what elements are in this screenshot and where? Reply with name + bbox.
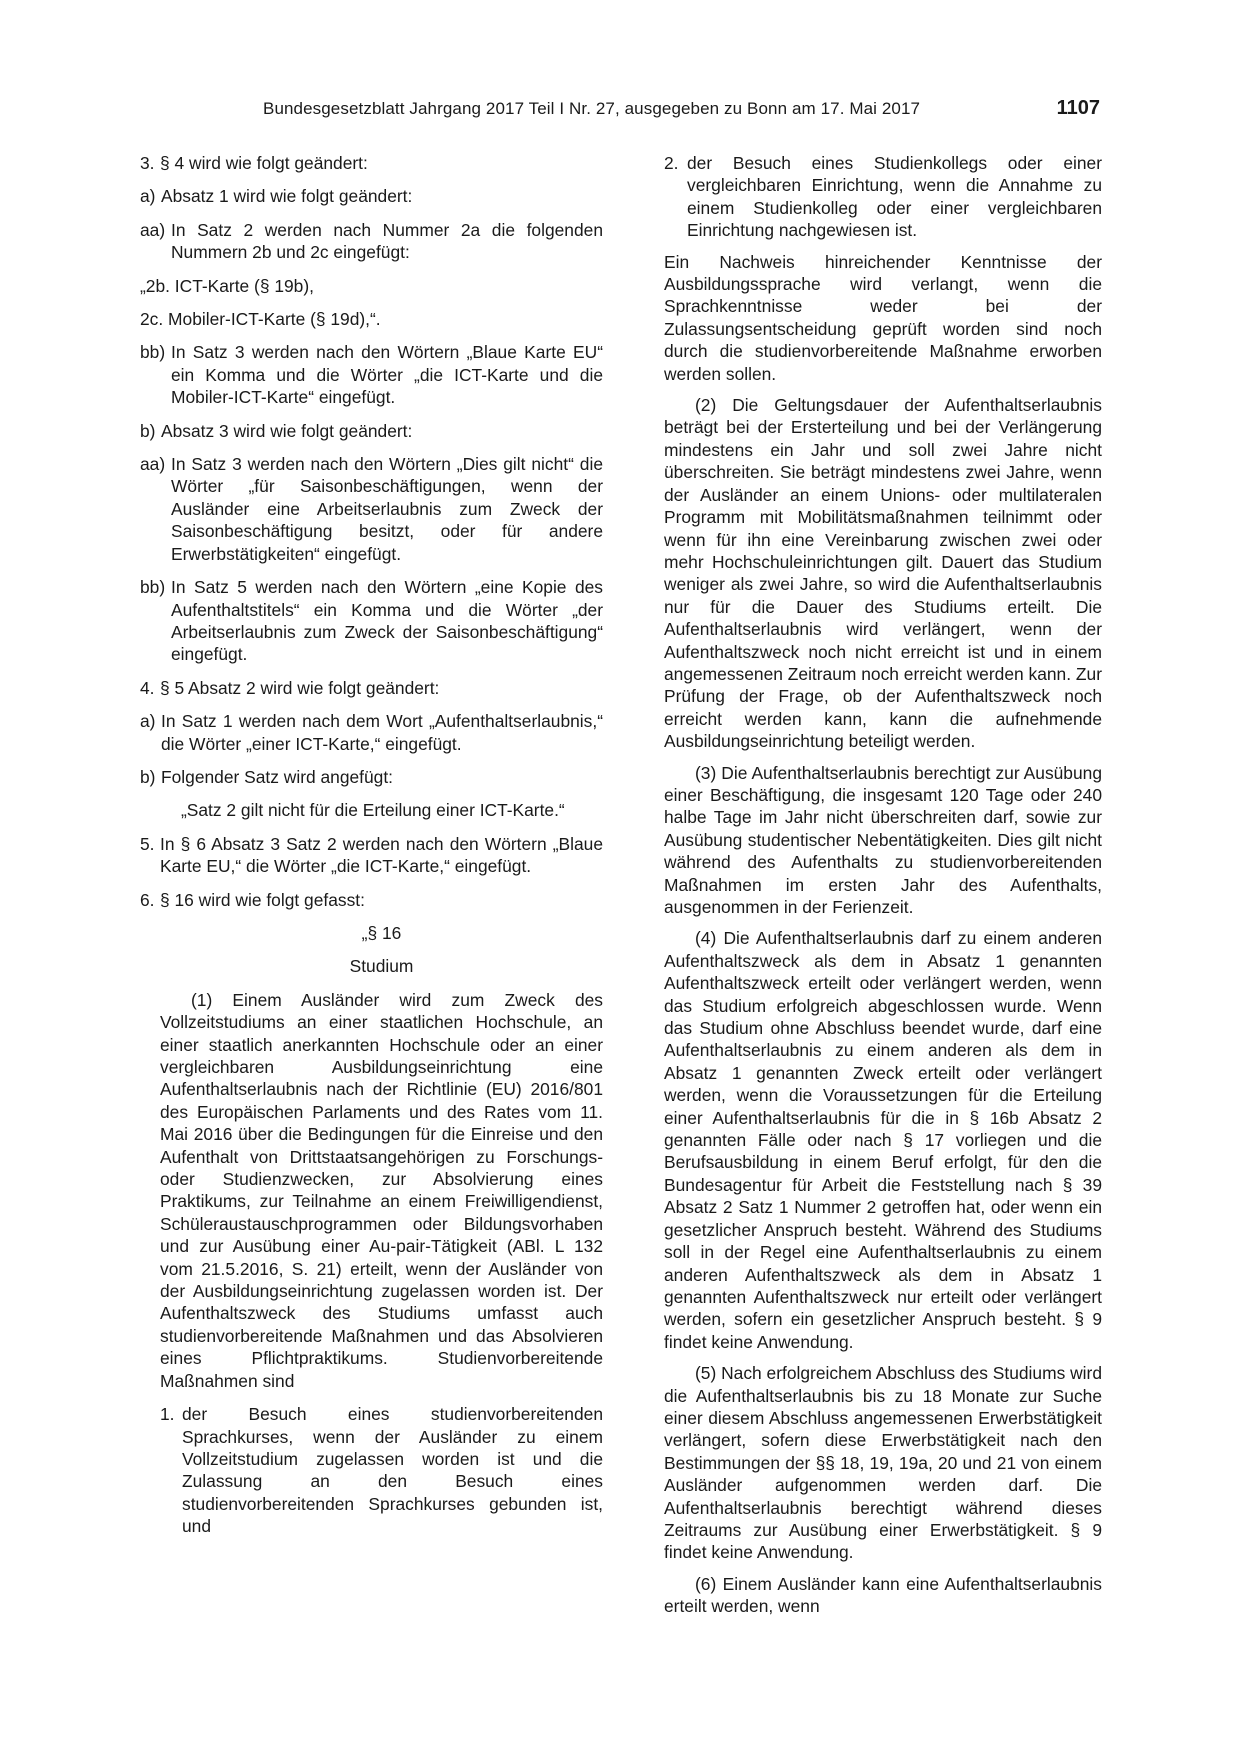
list-item — [140, 710, 603, 755]
item-text: Absatz 3 wird wie folgt geändert: — [161, 420, 413, 441]
item-text: § 16 wird wie folgt gefasst: — [160, 889, 365, 910]
item-text: Folgender Satz wird angefügt: — [161, 766, 394, 787]
list-item — [140, 576, 603, 666]
list-item — [140, 766, 603, 788]
item-number: bb) — [140, 342, 166, 363]
item-number: 4. — [140, 677, 155, 698]
quoted-line: „2b. ICT-Karte (§ 19b), — [140, 275, 314, 296]
page-header — [263, 99, 1100, 125]
paragraph-3: (3) Die Aufenthaltserlaubnis berechtigt zur Ausübung einer Beschäftigung, die insgesamt 120 Tage oder 240 halbe Tage im Jahr nicht überschreiten darf, sowie zur Ausübung studentischer Nebentätigkeiten. Dies gilt nicht während des Aufenthalts zu studienvorbereitenden Maßnahmen im ersten Jahr des Aufenthalts, ausgenommen in der Ferienzeit. — [664, 762, 1102, 917]
section-title: Studium — [349, 956, 414, 977]
item-number: 6. — [140, 889, 155, 910]
list-item — [140, 833, 603, 878]
item-text: Absatz 1 wird wie folgt geändert: — [161, 186, 413, 207]
list-item — [140, 453, 603, 565]
running-title: Bundesgesetzblatt Jahrgang 2017 Teil I Nr. 27, ausgegeben zu Bonn am 17. Mai 2017 — [263, 99, 921, 118]
list-item — [140, 341, 603, 408]
item-number: bb) — [140, 577, 166, 598]
list-item — [160, 1403, 603, 1537]
item-text: In Satz 5 werden nach den Wörtern „eine Kopie des Aufenthaltstitels“ ein Komma und die Wörter „der Arbeitserlaubnis zum Zweck der Saisonbeschäftigung“ eingefügt. — [171, 577, 603, 665]
section-number: „§ 16 — [361, 922, 402, 943]
paragraph-6: (6) Einem Ausländer kann eine Aufenthaltserlaubnis erteilt werden, wenn — [664, 1573, 1102, 1617]
item-text: § 4 wird wie folgt geändert: — [160, 153, 368, 173]
item-number: 1. — [160, 1404, 175, 1425]
paragraph-1: (1) Einem Ausländer wird zum Zweck des Vollzeitstudiums an einer staatlichen Hochschule, an einer staatlich anerkannten Hochschule oder an einer vergleichbaren Ausbildungseinrichtung eine Aufenthaltserlaubnis nach der Richtlinie (EU) 2016/801 des Europäischen Parlaments und des Rates vom 11. Mai 2016 über die Bedingungen für die Einreise und den Aufenthalt von Drittstaatsangehörigen zu Forschungs- oder Studienzwecken, zur Absolvierung eines Praktikums, zur Teilnahme an einem Freiwilligendienst, Schüleraustauschprogrammen oder Bildungsvorhaben und zur Ausübung einer Au-pair-Tätigkeit (ABl. L 132 vom 21.5.2016, S. 21) erteilt, wenn der Ausländer von der Ausbildungseinrichtung zugelassen worden ist. Der Aufenthaltszweck des Studiums umfasst auch studienvorbereitende Maßnahmen und das Absolvieren eines Pflichtpraktikums. Studienvorbereitende Maßnahmen sind — [160, 989, 603, 1391]
item-number: 5. — [140, 833, 155, 854]
list-item — [140, 889, 603, 911]
paragraph-2: (2) Die Geltungsdauer der Aufenthaltserlaubnis beträgt bei der Ersterteilung und bei der Verlängerung mindestens ein Jahr und soll zwei Jahre nicht überschreiten. Sie beträgt mindestens zwei Jahre, wenn der Ausländer an einem Unions- oder multilateralen Programm mit Mobilitätsmaßnahmen teilnimmt oder wenn für ihn eine Vereinbarung zwischen zwei oder mehr Hochschuleinrichtungen gilt. Dauert das Studium weniger als zwei Jahre, so wird die Aufenthaltserlaubnis nur für die Dauer des Studiums erteilt. Die Aufenthaltserlaubnis wird verlängert, wenn der Aufenthaltszweck noch nicht erreicht ist und in einem angemessenen Zeitraum noch erreicht werden kann. Zur Prüfung der Frage, ob der Aufenthaltszweck noch erreicht werden kann, kann die aufnehmende Ausbildungseinrichtung beteiligt werden. — [664, 395, 1102, 752]
list-item — [140, 677, 603, 699]
right-column — [664, 152, 1102, 1618]
item-number: 2. — [664, 153, 679, 173]
item-text: der Besuch eines Studienkollegs oder einer vergleichbaren Einrichtung, wenn die Annahme zu einem Studienkolleg oder einer vergleichbaren Einrichtung nachgewiesen ist. — [687, 153, 1102, 241]
list-item — [664, 152, 1102, 242]
item-number: aa) — [140, 454, 166, 475]
item-text: In § 6 Absatz 3 Satz 2 werden nach den Wörtern „Blaue Karte EU,“ die Wörter „die ICT-Karte,“ eingefügt. — [160, 833, 603, 877]
list-item — [140, 152, 603, 174]
list-item — [140, 185, 603, 207]
item-text: In Satz 1 werden nach dem Wort „Aufenthaltserlaubnis,“ die Wörter „einer ICT-Karte,“ eingefügt. — [161, 711, 603, 754]
list-item — [140, 219, 603, 264]
list-item — [140, 420, 603, 442]
quoted-line: 2c. Mobiler-ICT-Karte (§ 19d),“. — [140, 309, 381, 330]
paragraph-1-tail: Ein Nachweis hinreichender Kenntnisse der Ausbildungssprache wird verlangt, wenn die Sprachkenntnisse weder bei der Zulassungsentscheidung geprüft worden sind noch durch die studienvorbereitende Maßnahme erworben werden sollen. — [664, 251, 1102, 384]
page-number: 1107 — [1056, 97, 1100, 119]
item-number: a) — [140, 186, 156, 207]
item-text: der Besuch eines studienvorbereitenden Sprachkurses, wenn der Ausländer zu einem Vollzeitstudium zugelassen worden ist und die Zulassung an den Besuch eines studienvorbereitenden Sprachkurses gebunden ist, und — [182, 1404, 603, 1537]
item-number: b) — [140, 766, 156, 787]
quoted-sentence: „Satz 2 gilt nicht für die Erteilung einer ICT-Karte.“ — [181, 800, 565, 821]
item-text: In Satz 2 werden nach Nummer 2a die folgenden Nummern 2b und 2c eingefügt: — [171, 219, 603, 263]
left-column — [140, 152, 603, 1538]
paragraph-5: (5) Nach erfolgreichem Abschluss des Studiums wird die Aufenthaltserlaubnis bis zu 18 Monate zur Suche einer diesem Abschluss angemessenen Erwerbstätigkeit verlängert, sofern diese Erwerbstätigkeit nach den Bestimmungen der §§ 18, 19, 19a, 20 und 21 von einem Ausländer aufgenommen werden darf. Die Aufenthaltserlaubnis berechtigt während dieses Zeitraums zur Ausübung einer Erwerbstätigkeit. § 9 findet keine Anwendung. — [664, 1363, 1102, 1563]
item-number: a) — [140, 711, 156, 732]
item-number: b) — [140, 420, 156, 441]
item-text: In Satz 3 werden nach den Wörtern „Dies gilt nicht“ die Wörter „für Saisonbeschäftigungen, wenn der Ausländer eine Arbeitserlaubnis zum Zweck der Saisonbeschäftigung besitzt, oder für andere Erwerbstätigkeiten“ eingefügt. — [171, 454, 603, 564]
item-number: aa) — [140, 219, 166, 240]
item-text: In Satz 3 werden nach den Wörtern „Blaue Karte EU“ ein Komma und die Wörter „die ICT-Karte und die Mobiler-ICT-Karte“ eingefügt. — [171, 342, 603, 408]
item-text: § 5 Absatz 2 wird wie folgt geändert: — [160, 677, 440, 698]
item-number: 3. — [140, 153, 155, 173]
paragraph-4: (4) Die Aufenthaltserlaubnis darf zu einem anderen Aufenthaltszweck als dem in Absatz 1 genannten Aufenthaltszweck erteilt oder verlängert werden, wenn das Studium erfolgreich abgeschlossen wurde. Wenn das Studium ohne Abschluss beendet wurde, darf eine Aufenthaltserlaubnis zu einem anderen als dem in Absatz 1 genannten Zweck erteilt oder verlängert werden, wenn die Voraussetzungen für die Erteilung einer Aufenthaltserlaubnis für die in § 16b Absatz 2 genannten Fälle oder nach § 17 vorliegen und die Berufsausbildung in einem Beruf erfolgt, für den die Bundesagentur für Arbeit die Feststellung nach § 39 Absatz 2 Satz 1 Nummer 2 getroffen hat, oder wenn ein gesetzlicher Anspruch besteht. Während des Studiums soll in der Regel eine Aufenthaltserlaubnis zu einem anderen Aufenthaltszweck als dem in Absatz 1 genannten Aufenthaltszweck nur erteilt oder verlängert werden, sofern ein gesetzlicher Anspruch besteht. § 9 findet keine Anwendung. — [664, 928, 1102, 1352]
